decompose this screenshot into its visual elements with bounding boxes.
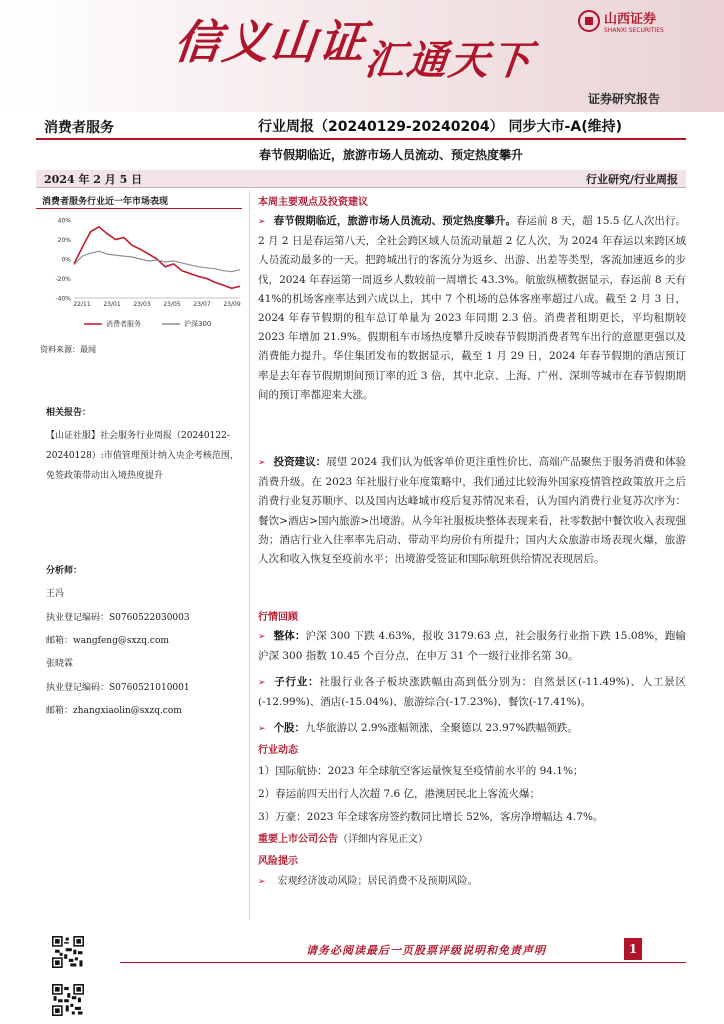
paragraph-sub-industry — [258, 673, 686, 712]
news-item: 1）国际航协：2023 年全球航空客运量恢复至疫情前水平的 94.1%； — [258, 765, 584, 777]
paragraph-body: 春运前 8 天，超 15.5 亿人次出行。2 月 2 日是春运第八天，全社会跨区域人员流动量超 2 亿人次，为 2024 年春运以来跨区域人员流动最多的一天。把跨城出行的客流分为返乡、出游、出差等类型，客流加速返乡的步伐，2024 年春运第一周返乡人数较前一周增长 43.3%。航旅纵横数据显示，春运前 8 天有 41%的机场客座率达到六成以上，其中 7 个机场的总体客座率超过八成。截至 2 月 3 日，2024 年春节假期的租车总订单量为 2023 年同期 2.3 倍。消费者租期更长，平均租期较 2023 年增加 21.9%。假期租车市场热度攀升反映春节假期消费者驾车出行的意愿更强以及消费能力提升。华住集团发布的数据显示，截至 1 月 29 日，2024 年春节假期的酒店预订率是去年春节假期期间预订率的近 3 倍，其中北京、上海、广州、深圳等城市在春节假期期间的预订率都迎来大涨。 — [258, 215, 686, 401]
column-divider — [249, 190, 250, 920]
arrow-bullet-icon: ➢ — [258, 217, 266, 227]
x-tick-label: 23/03 — [133, 301, 151, 308]
y-tick-label: 40% — [57, 217, 71, 225]
analysts-title: 分析师： — [46, 566, 83, 576]
banner-slogan-2: 汇通天下 — [362, 37, 536, 84]
x-tick-label: 23/05 — [163, 301, 181, 308]
arrow-bullet-icon: ➢ — [258, 724, 266, 734]
x-tick-label: 23/07 — [193, 301, 211, 308]
section-title-announcements: 重要上市公司公告 — [258, 834, 338, 845]
title-divider — [36, 138, 686, 140]
x-tick-label: 22/11 — [73, 301, 91, 308]
paragraph-body: 展望 2024 我们认为低客单价更注重性价比、高端产品聚焦于服务消费和体验消费升级。在 2023 年社服行业年度策略中，我们通过比较海外国家疫情管控政策放开之后消费行业复苏顺序、以及国内达峰城市疫后复苏情况来看，认为国内消费行业复苏次序为：餐饮>酒店>国内旅游>出境游。从今年社服板块整体表现来看，社零数据中餐饮收入表现强劲；酒店行业入住率率先启动、带动平均房价有所提升；国内大众旅游市场表现火爆，旅游人次和收入恢复至疫前水平；出境游受签证和国际航班供给情况表现居后。 — [258, 456, 686, 566]
announcement-note: （详细内容见正文） — [338, 834, 428, 845]
arrow-bullet-icon: ➢ — [258, 678, 266, 688]
x-tick-label: 23/01 — [103, 301, 121, 308]
date-bar — [36, 170, 686, 188]
paragraph-lead: 个股： — [273, 722, 306, 734]
qr-code-icon — [52, 984, 84, 1016]
logo-name-cn: 山西证券 — [604, 12, 657, 27]
arrow-bullet-icon: ➢ — [258, 877, 266, 887]
logo-mark-icon — [578, 10, 600, 32]
y-tick-label: 0% — [61, 256, 71, 264]
report-type: 证券研究报告 — [588, 92, 661, 106]
section-title-industry-news: 行业动态 — [258, 745, 298, 756]
analyst-email[interactable]: 邮箱：zhangxiaolin@sxzq.com — [46, 706, 182, 716]
paragraph-holiday-travel — [258, 212, 686, 405]
paragraph-lead: 投资建议： — [273, 456, 327, 468]
page-number: 1 — [624, 938, 642, 960]
analyst-license: 执业登记编码：S0760522030003 — [46, 613, 190, 623]
disclaimer-notice: 请务必阅读最后一页股票评级说明和免责声明 — [306, 944, 546, 957]
risk-text: 宏观经济波动风险；居民消费不及预期风险。 — [277, 876, 478, 887]
y-tick-label: -20% — [55, 276, 71, 283]
news-item: 2）春运前四天出行人次超 7.6 亿，港澳居民北上客流火爆； — [258, 788, 541, 800]
series-line — [74, 227, 240, 288]
company-logo — [578, 8, 664, 34]
report-category: 行业研究/行业周报 — [585, 173, 678, 186]
banner-slogan-1: 信义山证 — [171, 15, 370, 69]
market-performance-chart — [44, 214, 244, 338]
y-tick-label: 20% — [57, 237, 71, 244]
chart-title: 消费者服务行业近一年市场表现 — [42, 197, 169, 207]
arrow-bullet-icon: ➢ — [258, 458, 266, 468]
related-report-link[interactable]: 【山证社服】社会服务行业周报（20240122-20240128）:市值管理预计纳入央企考核范围，免签政策带动出入境热度提升 — [46, 431, 239, 481]
report-title: 行业周报（20240129-20240204） 同步大市-A(维持) — [258, 119, 622, 135]
paragraph-overall — [258, 627, 686, 666]
header-banner — [171, 6, 539, 84]
paragraph-body: 九华旅游以 2.9%涨幅领涨，全聚德以 23.97%跌幅领跌。 — [305, 722, 578, 734]
section-title-views: 本周主要观点及投资建议 — [258, 197, 368, 208]
paragraph-body: 社服行业各子板块涨跌幅由高到低分别为：自然景区(-11.49%)、人工景区(-12.99%)、酒店(-15.04%)、旅游综合(-17.23%)、餐饮(-17.41%)。 — [258, 676, 687, 709]
chart-source: 资料来源：最闻 — [40, 345, 96, 354]
report-date: 2024 年 2 月 5 日 — [44, 173, 143, 186]
x-tick-label: 23/09 — [223, 301, 241, 308]
news-item: 3）万豪：2023 年全球客房签约数同比增长 52%，客房净增幅达 4.7%。 — [258, 811, 604, 823]
paragraph-body: 沪深 300 下跌 4.63%，报收 3179.63 点，社会服务行业指下跌 15.08%，跑输沪深 300 指数 10.45 个百分点，在申万 31 个一级行业排名第 30。 — [258, 630, 686, 663]
y-tick-label: -40% — [55, 295, 71, 303]
paragraph-stocks — [258, 719, 686, 739]
legend-label: 消费者服务 — [106, 320, 141, 328]
analyst-name: 王冯 — [46, 589, 65, 599]
paragraph-lead: 子行业： — [273, 676, 320, 688]
paragraph-lead: 春节假期临近，旅游市场人员流动、预定热度攀升。 — [273, 215, 516, 227]
section-title-risk: 风险提示 — [258, 856, 298, 867]
section-announcements — [258, 830, 428, 845]
chart-title-divider — [36, 208, 242, 209]
analyst-license: 执业登记编码：S0760521010001 — [46, 683, 190, 693]
report-subtitle: 春节假期临近，旅游市场人员流动、预定热度攀升 — [259, 148, 524, 162]
legend-label: 沪深300 — [184, 320, 212, 328]
footer-divider — [120, 962, 686, 963]
qr-code-icon — [52, 936, 84, 968]
risk-item — [258, 872, 478, 887]
paragraph-lead: 整体： — [273, 630, 306, 642]
paragraph-investment-advice — [258, 453, 686, 569]
logo-name-en: SHANXI SECURITIES — [604, 27, 664, 34]
section-title-market-review: 行情回顾 — [258, 612, 298, 623]
arrow-bullet-icon: ➢ — [258, 632, 266, 642]
analyst-email[interactable]: 邮箱：wangfeng@sxzq.com — [46, 636, 169, 646]
series-line — [74, 251, 240, 272]
related-reports-title: 相关报告： — [46, 408, 92, 418]
sector-name: 消费者服务 — [44, 120, 114, 136]
analyst-name: 张晓霖 — [46, 659, 74, 669]
